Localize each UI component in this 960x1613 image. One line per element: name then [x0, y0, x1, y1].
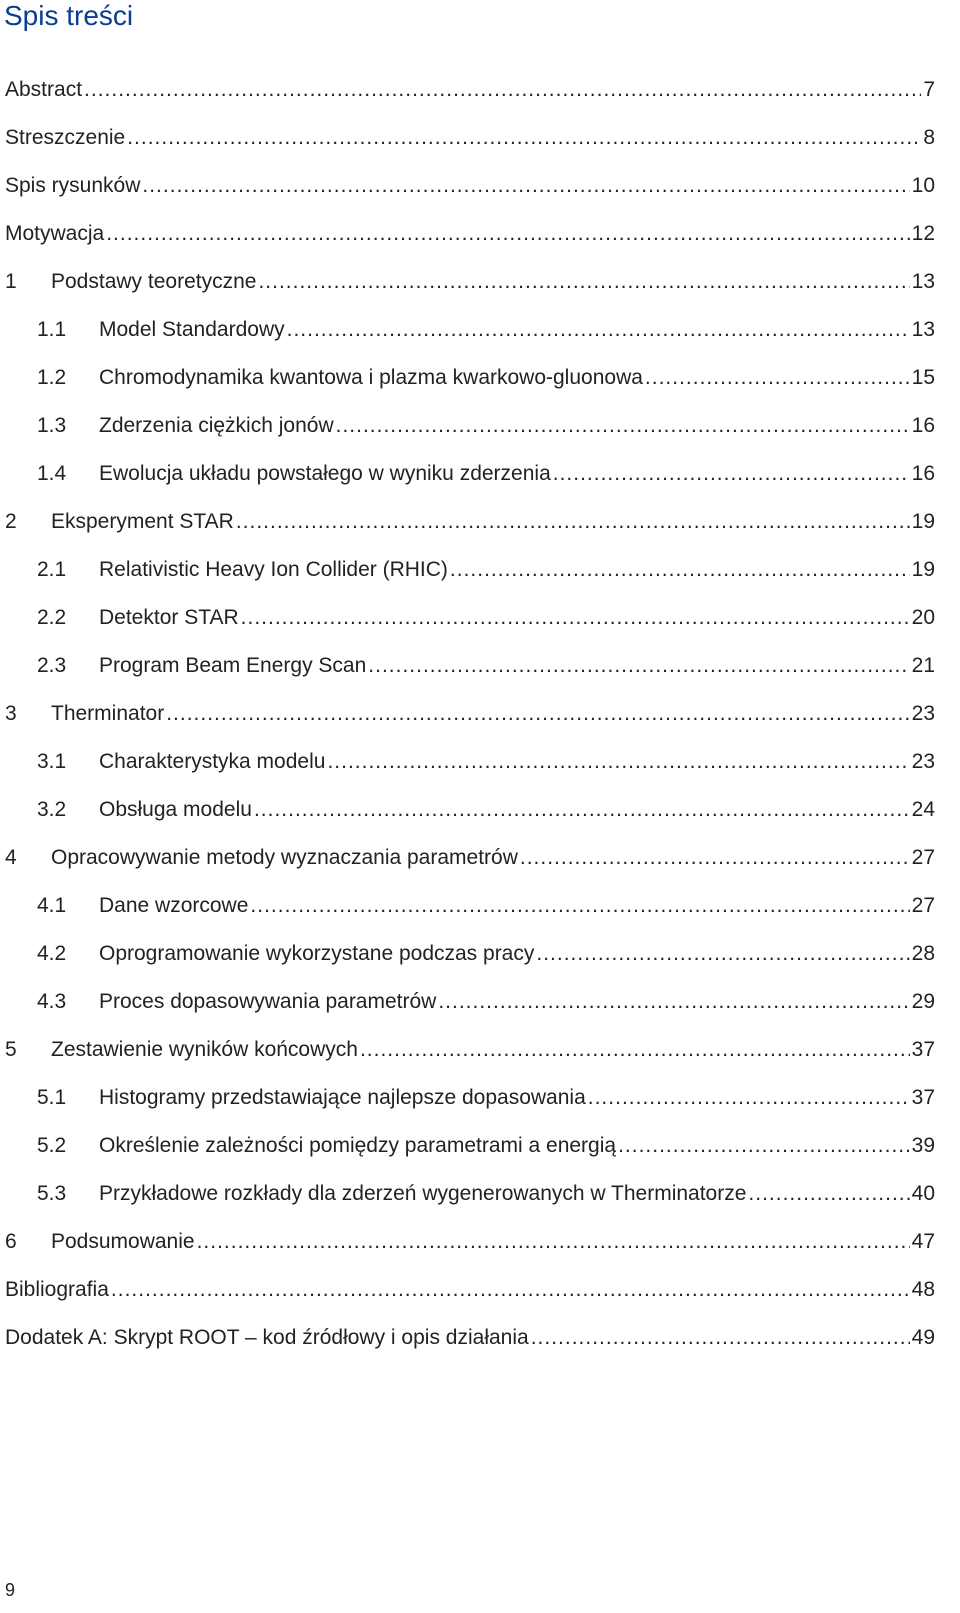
toc-entry-label[interactable]: Oprogramowanie wykorzystane podczas pracy	[99, 942, 535, 965]
toc-entry-label[interactable]: Chromodynamika kwantowa i plazma kwarkowo-gluonowa	[99, 366, 643, 389]
toc-entry-label[interactable]: Motywacja	[5, 222, 105, 245]
toc-entry-label[interactable]: Przykładowe rozkłady dla zderzeń wygenerowanych w Therminatorze	[99, 1182, 747, 1205]
toc-entry[interactable]	[5, 114, 935, 162]
toc-entry-label[interactable]: Podsumowanie	[51, 1230, 195, 1253]
toc-entry[interactable]	[5, 786, 935, 834]
toc-entry-label[interactable]: Obsługa modelu	[99, 798, 252, 821]
dot-leader	[106, 210, 909, 258]
dot-leader	[254, 786, 910, 834]
toc-entry-label[interactable]: Dodatek A: Skrypt ROOT – kod źródłowy i opis działania	[5, 1326, 529, 1349]
dot-leader	[360, 1026, 910, 1074]
toc-entry-page[interactable]: 27	[911, 846, 935, 869]
dot-leader	[111, 1266, 910, 1314]
toc-entry-label[interactable]: Abstract	[5, 78, 83, 101]
toc-entry-label[interactable]: Streszczenie	[5, 126, 126, 149]
dot-leader	[438, 978, 909, 1026]
toc-entry-number: 3.2	[37, 798, 67, 821]
toc-entry[interactable]	[5, 834, 935, 882]
toc-entry-label[interactable]: Podstawy teoretyczne	[51, 270, 257, 293]
toc-entry-number: 5.1	[37, 1086, 67, 1109]
dot-leader	[197, 1218, 910, 1266]
toc-entry-page[interactable]: 24	[911, 798, 935, 821]
toc-entry-number: 2.3	[37, 654, 67, 677]
toc-entry[interactable]	[5, 210, 935, 258]
toc-entry-number: 5.2	[37, 1134, 67, 1157]
toc-entry[interactable]	[5, 66, 935, 114]
toc-entry-page[interactable]: 29	[911, 990, 935, 1013]
toc-entry-page[interactable]: 40	[911, 1182, 935, 1205]
toc-entry-page[interactable]: 37	[911, 1038, 935, 1061]
toc-entry-number: 5	[5, 1038, 17, 1061]
toc-entry-label[interactable]: Bibliografia	[5, 1278, 109, 1301]
toc-entry[interactable]	[5, 1026, 935, 1074]
dot-leader	[748, 1170, 909, 1218]
toc-entry[interactable]	[5, 306, 935, 354]
toc-entry-number: 1.3	[37, 414, 67, 437]
toc-entry[interactable]	[5, 930, 935, 978]
dot-leader	[84, 66, 921, 114]
toc-entry-label[interactable]: Zderzenia ciężkich jonów	[99, 414, 334, 437]
dot-leader	[287, 306, 910, 354]
toc-entry-page[interactable]: 8	[923, 126, 935, 149]
dot-leader	[618, 1122, 910, 1170]
toc-entry-label[interactable]: Proces dopasowywania parametrów	[99, 990, 437, 1013]
dot-leader	[127, 114, 921, 162]
toc-entry-number: 4.1	[37, 894, 67, 917]
toc-entry-page[interactable]: 7	[923, 78, 935, 101]
toc-entry-number: 4.2	[37, 942, 67, 965]
dot-leader	[241, 594, 910, 642]
toc-entry[interactable]	[5, 594, 935, 642]
toc-entry-label[interactable]: Histogramy przedstawiające najlepsze dopasowania	[99, 1086, 586, 1109]
toc-entry-page[interactable]: 47	[911, 1230, 935, 1253]
toc-entry[interactable]	[5, 1122, 935, 1170]
toc-entry-page[interactable]: 21	[911, 654, 935, 677]
toc-entry-number: 1.2	[37, 366, 67, 389]
toc-entry-number: 4.3	[37, 990, 67, 1013]
toc-entry-number: 1.1	[37, 318, 67, 341]
toc-entry-label[interactable]: Zestawienie wyników końcowych	[51, 1038, 358, 1061]
dot-leader	[536, 930, 909, 978]
toc-entry[interactable]	[5, 402, 935, 450]
dot-leader	[236, 498, 910, 546]
toc-entry-number: 2	[5, 510, 17, 533]
toc-entry-number: 3	[5, 702, 17, 725]
toc-entry-number: 4	[5, 846, 17, 869]
toc-entry[interactable]	[5, 978, 935, 1026]
toc-entry-page[interactable]: 10	[911, 174, 935, 197]
toc-entry-label[interactable]: Eksperyment STAR	[51, 510, 234, 533]
dot-leader	[553, 450, 910, 498]
dot-leader	[450, 546, 910, 594]
toc-entry-page[interactable]: 28	[911, 942, 935, 965]
toc-entry-page[interactable]: 49	[911, 1326, 935, 1349]
dot-leader	[327, 738, 909, 786]
toc-entry-number: 6	[5, 1230, 17, 1253]
toc-entry-page[interactable]: 15	[911, 366, 935, 389]
toc-entry[interactable]	[5, 354, 935, 402]
toc-entry-page[interactable]: 13	[911, 318, 935, 341]
toc-entry-label[interactable]: Therminator	[51, 702, 165, 725]
toc-entry-page[interactable]: 48	[911, 1278, 935, 1301]
toc-entry[interactable]	[5, 882, 935, 930]
toc-entry-page[interactable]: 23	[911, 750, 935, 773]
toc-entry-label[interactable]: Spis rysunków	[5, 174, 141, 197]
dot-leader	[368, 642, 909, 690]
toc-entry-page[interactable]: 39	[911, 1134, 935, 1157]
toc-entry-page[interactable]: 23	[911, 702, 935, 725]
toc-entry-page[interactable]: 19	[911, 510, 935, 533]
toc-entry[interactable]	[5, 1266, 935, 1314]
toc-entry-number: 1.4	[37, 462, 67, 485]
dot-leader	[166, 690, 909, 738]
dot-leader	[250, 882, 909, 930]
toc-entry-label[interactable]: Określenie zależności pomiędzy parametrami a energią	[99, 1134, 617, 1157]
toc-entry-number: 5.3	[37, 1182, 67, 1205]
toc-entry[interactable]	[5, 1314, 935, 1362]
dot-leader	[520, 834, 910, 882]
toc-entry-page[interactable]: 20	[911, 606, 935, 629]
toc-entry[interactable]	[5, 546, 935, 594]
toc-entry[interactable]	[5, 1218, 935, 1266]
toc-entry[interactable]	[5, 258, 935, 306]
toc-entry-label[interactable]: Opracowywanie metody wyznaczania parametrów	[51, 846, 518, 869]
dot-leader	[336, 402, 910, 450]
toc-entry-number: 3.1	[37, 750, 67, 773]
toc-entry[interactable]	[5, 738, 935, 786]
page-number: 9	[5, 1580, 16, 1600]
dot-leader	[258, 258, 909, 306]
toc-entry-label[interactable]: Program Beam Energy Scan	[99, 654, 367, 677]
toc-entry[interactable]	[5, 1170, 935, 1218]
toc-entry-label[interactable]: Dane wzorcowe	[99, 894, 249, 917]
toc-entry-number: 2.1	[37, 558, 67, 581]
toc-entry-label[interactable]: Relativistic Heavy Ion Collider (RHIC)	[99, 558, 448, 581]
toc-entry-page[interactable]: 13	[911, 270, 935, 293]
dot-leader	[142, 162, 909, 210]
toc-entry-label[interactable]: Model Standardowy	[99, 318, 285, 341]
dot-leader	[645, 354, 910, 402]
toc-entry-label[interactable]: Detektor STAR	[99, 606, 239, 629]
toc-entry-label[interactable]: Charakterystyka modelu	[99, 750, 326, 773]
table-of-contents	[5, 66, 935, 1362]
toc-entry-page[interactable]: 27	[911, 894, 935, 917]
dot-leader	[531, 1314, 910, 1362]
toc-entry-number: 2.2	[37, 606, 67, 629]
toc-entry[interactable]	[5, 498, 935, 546]
toc-entry-label[interactable]: Ewolucja układu powstałego w wyniku zderzenia	[99, 462, 551, 485]
toc-entry-page[interactable]: 16	[911, 462, 935, 485]
toc-entry[interactable]	[5, 1074, 935, 1122]
toc-entry[interactable]	[5, 642, 935, 690]
toc-entry-number: 1	[5, 270, 17, 293]
toc-entry[interactable]	[5, 690, 935, 738]
toc-entry[interactable]	[5, 450, 935, 498]
toc-entry-page[interactable]: 19	[911, 558, 935, 581]
dot-leader	[588, 1074, 910, 1122]
toc-entry-page[interactable]: 37	[911, 1086, 935, 1109]
toc-entry-page[interactable]: 12	[911, 222, 935, 245]
toc-entry[interactable]	[5, 162, 935, 210]
toc-entry-page[interactable]: 16	[911, 414, 935, 437]
page-title: Spis treści	[4, 0, 134, 31]
